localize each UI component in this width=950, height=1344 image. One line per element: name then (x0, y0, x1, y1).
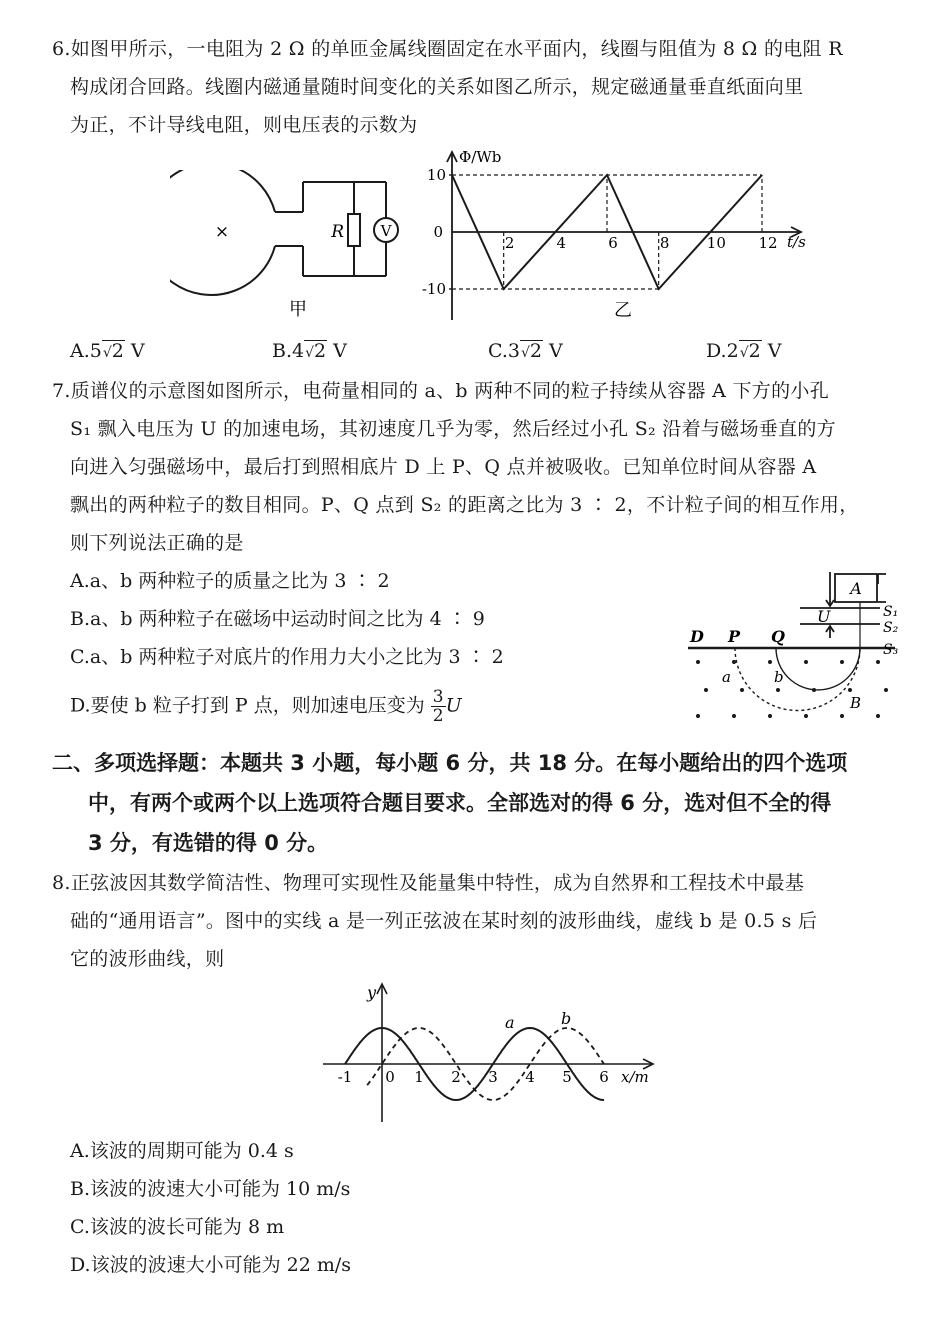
wave-ylabel: y (367, 983, 377, 1002)
q7-option-c[interactable]: C.a、b 两种粒子对底片的作用力大小之比为 3 ∶ 2 (70, 646, 504, 668)
field-dot (768, 714, 772, 718)
q7-option-d-fraction: $\frac{3}{2}$ (432, 687, 444, 726)
field-mark: × (214, 222, 230, 242)
yi-xtick-label: 12 (758, 234, 778, 252)
q7-option-b[interactable]: B.a、b 两种粒子在磁场中运动时间之比为 4 ∶ 9 (70, 608, 485, 630)
yi-xtick-label: 2 (504, 234, 515, 252)
yi-ytick-label: 10 (426, 166, 446, 184)
voltmeter-label: V (380, 222, 392, 240)
wave-xtick-label: 6 (599, 1068, 609, 1086)
field-dot (768, 660, 772, 664)
caption-yi: 乙 (614, 300, 632, 321)
wave-label-a: a (505, 1013, 515, 1032)
label-s2: S₂ (883, 620, 899, 636)
yi-xtick-label: 8 (659, 234, 670, 252)
q8-line-1: 8.正弦波因其数学简洁性、物理可实现性及能量集中特性，成为自然界和工程技术中最基 (52, 872, 805, 894)
wave-xtick-label: 4 (525, 1068, 535, 1086)
field-dot (740, 688, 744, 692)
q7-figure-spectrometer (680, 568, 920, 728)
field-dot (884, 688, 888, 692)
q6-option-b[interactable]: B.4√2 V (272, 340, 347, 362)
q6-line-1: 6.如图甲所示，一电阻为 2 Ω 的单匝金属线圈固定在水平面内，线圈与阻值为 8 Ω 的电阻 R (52, 38, 843, 60)
q6-line-2: 构成闭合回路。线圈内磁通量随时间变化的关系如图乙所示，规定磁通量垂直纸面向里 (70, 76, 804, 98)
q6-option-d[interactable]: D.2√2 V (706, 340, 782, 362)
label-s3: S₃ (883, 642, 899, 658)
q6-option-c-unit: V (543, 340, 563, 362)
q7-option-d-text: D.要使 b 粒子打到 P 点，则加速电压变为 (70, 694, 425, 717)
field-dot (776, 688, 780, 692)
field-dot (876, 660, 880, 664)
q6-option-a-unit: V (124, 340, 145, 362)
yi-ylabel: Φ/Wb (459, 148, 502, 166)
field-dot (812, 688, 816, 692)
q6-option-c-radicand: 2 (529, 340, 543, 362)
wave-xtick-label: 0 (385, 1068, 395, 1086)
resistor-label: R (331, 222, 344, 242)
yi-ytick-label: -10 (421, 280, 446, 298)
field-dot (732, 714, 736, 718)
wave-xlabel: x/m (621, 1068, 649, 1086)
field-dot (704, 688, 708, 692)
section2-line-1: 二、多项选择题：本题共 3 小题，每小题 6 分，共 18 分。在每小题给出的四个选项 (52, 751, 848, 775)
q6-line-3: 为正，不计导线电阻，则电压表的示数为 (70, 114, 418, 136)
q7-option-d[interactable] (70, 688, 462, 725)
q6-figure-yi (415, 148, 815, 328)
wave-xtick-label: -1 (337, 1068, 353, 1086)
wave-xtick-label: 5 (562, 1068, 572, 1086)
wave-xtick-label: 3 (488, 1068, 498, 1086)
q8-line-3: 它的波形曲线，则 (70, 948, 225, 970)
q7-line-4: 飘出的两种粒子的数目相同。P、Q 点到 S₂ 的距离之比为 3 ∶ 2，不计粒子间的相互作用， (70, 494, 859, 516)
field-dot (840, 660, 844, 664)
q7-option-d-var: U (445, 694, 462, 717)
q6-option-b-radicand: 2 (314, 340, 327, 362)
yi-xtick-label: 6 (608, 234, 618, 252)
q7-line-2: S₁ 飘入电压为 U 的加速电场，其初速度几乎为零，然后经过小孔 S₂ 沿着与磁场垂直的方 (70, 418, 836, 440)
field-dot (696, 660, 700, 664)
q6-option-d-coef: D.2 (706, 340, 739, 362)
q7-line-5: 则下列说法正确的是 (70, 532, 244, 554)
q8-option-a[interactable]: A.该波的周期可能为 0.4 s (70, 1140, 294, 1162)
yi-xlabel: t/s (787, 233, 806, 251)
field-dot (804, 714, 808, 718)
q8-option-d[interactable]: D.该波的波速大小可能为 22 m/s (70, 1254, 352, 1276)
yi-xtick-label: 10 (706, 234, 726, 252)
label-a-particle: a (722, 668, 731, 686)
yi-xtick-label: 4 (556, 234, 567, 252)
section2-line-2: 中，有两个或两个以上选项符合题目要求。全部选对的得 6 分，选对但不全的得 (88, 791, 832, 815)
wave-label-b: b (561, 1009, 572, 1028)
label-p: P (728, 627, 741, 646)
q6-option-d-radicand: 2 (748, 340, 761, 362)
section2-line-3: 3 分，有选错的得 0 分。 (88, 831, 329, 855)
q7-option-a[interactable]: A.a、b 两种粒子的质量之比为 3 ∶ 2 (70, 570, 390, 592)
label-q: Q (771, 627, 785, 646)
label-b-field: B (850, 694, 862, 712)
q8-option-c[interactable]: C.该波的波长可能为 8 m (70, 1216, 285, 1238)
label-a-container: A (850, 579, 862, 598)
q6-option-c-coef: C.3 (488, 340, 520, 362)
wave-xtick-label: 1 (414, 1068, 424, 1086)
field-dot (732, 660, 736, 664)
q7-line-3: 向进入匀强磁场中，最后打到照相底片 D 上 P、Q 点并被吸收。已知单位时间从容器 A (70, 456, 817, 478)
trajectory-b (776, 648, 860, 690)
q6-option-a-radicand: 2 (111, 340, 124, 362)
q6-option-b-unit: V (327, 340, 347, 362)
field-dot (876, 714, 880, 718)
label-d: D (690, 627, 704, 646)
q6-option-d-unit: V (761, 340, 782, 362)
q7-line-1: 7.质谱仪的示意图如图所示，电荷量相同的 a、b 两种不同的粒子持续从容器 A 下方的小孔 (52, 380, 829, 402)
q6-option-a-coef: A.5 (70, 340, 102, 362)
trajectory-a (735, 648, 860, 711)
q6-figure-jia (170, 170, 410, 330)
field-dot (840, 714, 844, 718)
field-dot (696, 714, 700, 718)
caption-jia: 甲 (289, 299, 307, 320)
yi-origin: 0 (433, 223, 443, 241)
q8-line-2: 础的“通用语言”。图中的实线 a 是一列正弦波在某时刻的波形曲线，虚线 b 是 0.5 s 后 (70, 910, 818, 932)
q6-option-a[interactable]: A.5√2 V (70, 340, 145, 362)
field-dot (848, 688, 852, 692)
wave-xtick-label: 2 (451, 1068, 461, 1086)
q8-option-b[interactable]: B.该波的波速大小可能为 10 m/s (70, 1178, 351, 1200)
label-s1: S₁ (883, 604, 899, 620)
q6-option-b-coef: B.4 (272, 340, 305, 362)
q6-option-c[interactable]: C.3√2 V (488, 340, 563, 362)
label-b-particle: b (774, 668, 784, 686)
resistor (348, 214, 360, 246)
q8-figure-wave (315, 978, 665, 1128)
field-dot (804, 660, 808, 664)
label-u: U (817, 607, 831, 626)
